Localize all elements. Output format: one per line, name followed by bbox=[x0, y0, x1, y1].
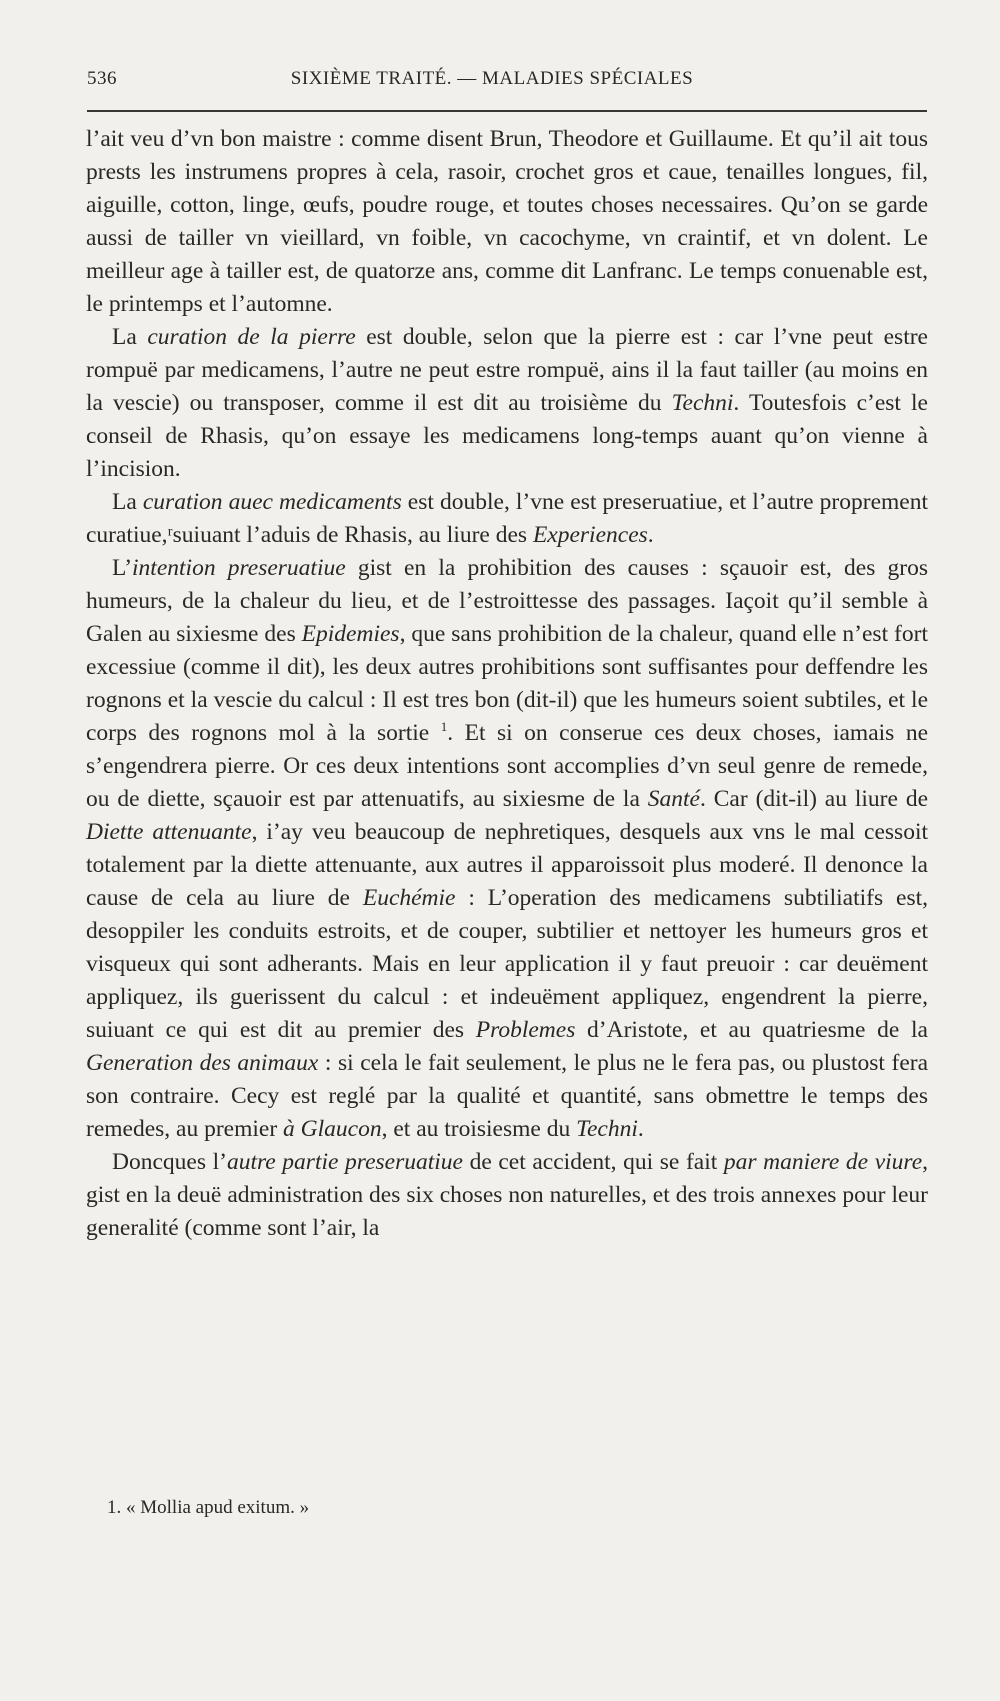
italic-text: Diette attenuante bbox=[86, 819, 252, 845]
text-segment: . Et si on conserue ces deux choses, iamais ne s’engendrera pierre. Or ces deux intentions sont accomplies d’vn seul genre de remede, ou de diette, sçauoir est par attenuatifs, au sixiesme de la bbox=[86, 720, 928, 812]
text-segment: . Toutesfois c’est le conseil de Rhasis, qu’on essaye les medicamens long-temps auant qu’on vienne à l’incision. bbox=[86, 390, 928, 482]
text-segment: : L’operation des medicamens subtiliatifs est, desoppiler les conduits estroits, et de couper, subtilier et nettoyer les humeurs gros et visqueux qui sont adherants. Mais en leur application il y faut preuoir : car deuëment appliquez, ils guerissent du calcul : et indeuëment appliquez, engendrent la pierre, suiuant ce qui est dit au premier des bbox=[86, 885, 928, 1043]
text-segment: L’ bbox=[112, 555, 133, 581]
italic-text: Generation des animaux bbox=[86, 1050, 319, 1076]
paragraph bbox=[86, 321, 928, 486]
text-segment: est double, l’vne est preseruatiue, et l’autre proprement curatiue,ʳsuiuant l’aduis de Rhasis, au liure des bbox=[86, 489, 928, 548]
paragraph bbox=[86, 552, 928, 1146]
italic-text: à Glaucon bbox=[283, 1116, 382, 1142]
text-segment: . bbox=[647, 522, 654, 548]
text-segment: . Car (dit-il) au liure de bbox=[700, 786, 928, 812]
italic-text: par maniere de viure bbox=[723, 1149, 923, 1175]
text-segment: gist en la prohibition des causes : sçauoir est, des gros humeurs, de la chaleur du lieu, et de l’estroittesse des passages. Iaçoit qu’il semble à Galen au sixiesme des bbox=[86, 555, 928, 647]
paragraph bbox=[86, 123, 928, 321]
italic-text: curation auec medicaments bbox=[142, 489, 402, 515]
footnote: 1. « Mollia apud exitum. » bbox=[107, 1497, 310, 1518]
italic-text: autre partie preseruatiue bbox=[226, 1149, 463, 1175]
italic-text: curation de la pierre bbox=[147, 324, 356, 350]
page-number: 536 bbox=[87, 68, 117, 89]
text-segment: est double, selon que la pierre est : car l’vne peut estre rompuë par medicamens, l’autre ne peut estre rompuë, ains il la faut tailler (au moins en la vescie) ou transposer, comme il est dit au troisième du bbox=[86, 324, 928, 416]
text-segment: : si cela le fait seulement, le plus ne le fera pas, ou plustost fera son contraire. Cecy est reglé par la qualité et quantité, sans obmettre le temps des remedes, au premier bbox=[86, 1050, 928, 1142]
italic-text: Santé bbox=[647, 786, 700, 812]
text-segment: , i’ay veu beaucoup de nephretiques, desquels aux vns le mal cessoit totalement par la diette attenuante, aux autres il apparoissoit plus moderé. Il denonce la cause de cela au liure de bbox=[86, 819, 929, 911]
text-segment: l’ait veu d’vn bon maistre : comme disent Brun, Theodore et Guillaume. Et qu’il ait tous prests les instrumens propres à cela, rasoir, crochet gros et caue, tenailles longues, fil, aiguille, cotton, linge, œufs, poudre rouge, et toutes choses necessaires. Qu’on se garde aussi de tailler vn vieillard, vn foible, vn cacochyme, vn craintif, et vn dolent. Le meilleur age à tailler est, de quatorze ans, comme dit Lanfranc. Le temps conuenable est, le printemps et l’automne. bbox=[86, 126, 928, 317]
footnote-marker: 1 bbox=[440, 719, 448, 735]
text-segment: , et au troisiesme du bbox=[381, 1116, 577, 1142]
text-segment: , gist en la deuë administration des six choses non naturelles, et des trois annexes pour leur generalité (comme sont l’air, la bbox=[86, 1149, 928, 1241]
text-segment: , que sans prohibition de la chaleur, quand elle n’est fort excessiue (comme il dit), les deux autres prohibitions sont suffisantes pour deffendre les rognons et la vescie du calcul : Il est tres bon (dit-il) que les humeurs soient subtiles, et le corps des rognons mol à la sortie bbox=[86, 621, 928, 746]
italic-text: intention preseruatiue bbox=[132, 555, 346, 581]
text-segment: La bbox=[112, 489, 143, 515]
paragraph bbox=[86, 486, 928, 552]
italic-text: Euchémie bbox=[362, 885, 456, 911]
italic-text: Techni bbox=[671, 390, 734, 416]
header-rule bbox=[87, 110, 927, 112]
page-header bbox=[87, 68, 927, 90]
italic-text: Epidemies bbox=[301, 621, 400, 647]
text-segment: . bbox=[637, 1116, 644, 1142]
italic-text: Techni bbox=[576, 1116, 638, 1142]
running-title: SIXIÈME TRAITÉ. — MALADIES SPÉCIALES bbox=[290, 68, 694, 89]
italic-text: Problemes bbox=[475, 1017, 576, 1043]
body-text bbox=[86, 123, 928, 1245]
text-segment: d’Aristote, et au quatriesme de la bbox=[575, 1017, 928, 1043]
text-segment: Doncques l’ bbox=[112, 1149, 227, 1175]
text-segment: de cet accident, qui se fait bbox=[462, 1149, 724, 1175]
paragraph bbox=[86, 1146, 928, 1245]
text-segment: La bbox=[112, 324, 148, 350]
italic-text: Experiences bbox=[532, 522, 648, 548]
